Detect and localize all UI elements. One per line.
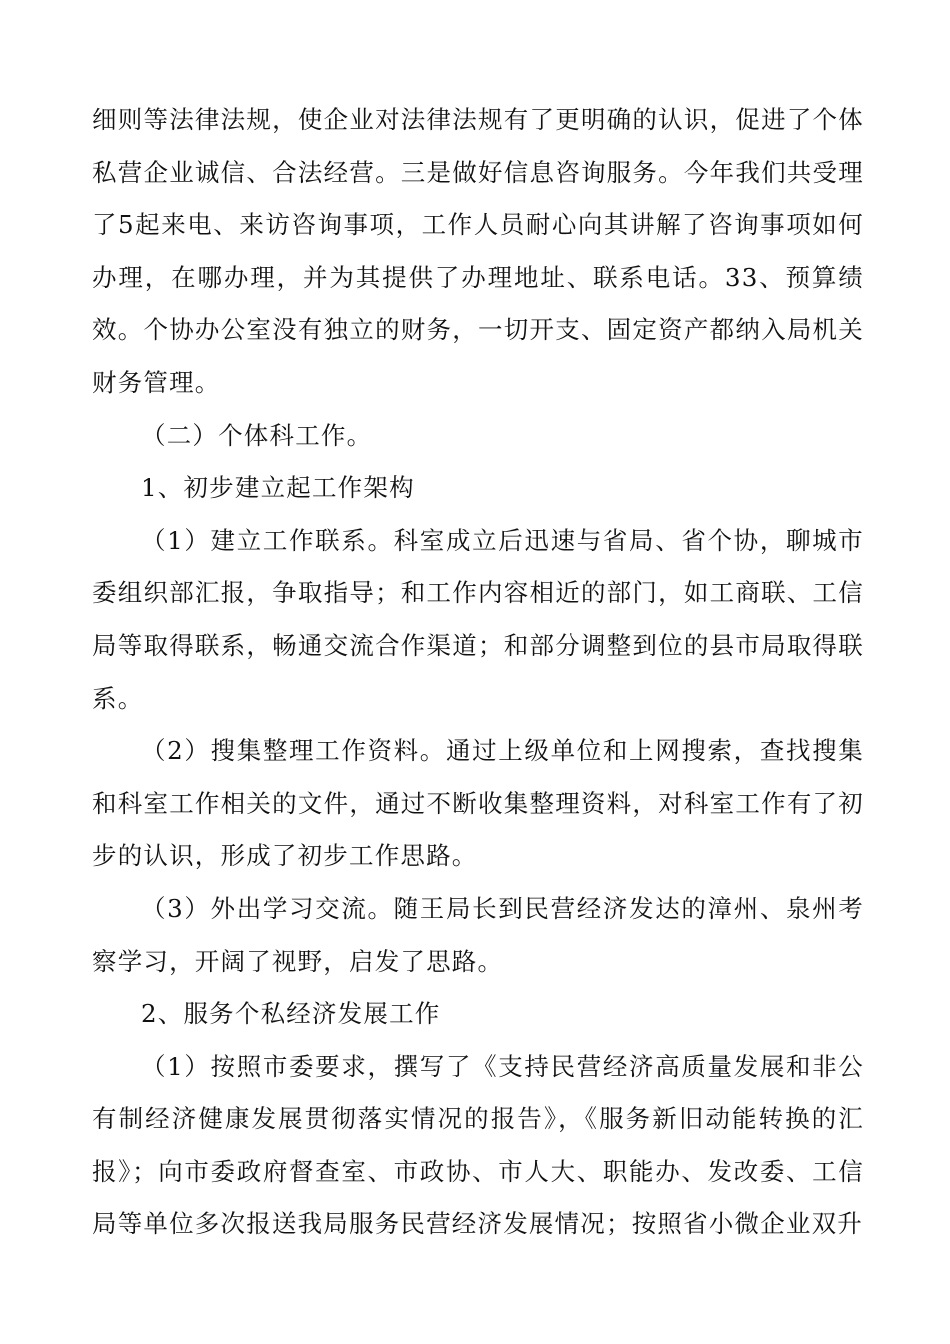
section-heading-individual-dept: （二）个体科工作。	[141, 420, 373, 450]
paragraph-continuation: 细则等法律法规，使企业对法律法规有了更明确的认识，促进了个体私营企业诚信、合法经营。三是做好信息咨询服务。今年我们共受理了5起来电、来访咨询事项，工作人员耐心向其讲解了咨询事项如何办理，在哪办理，并为其提供了办理地址、联系电话。33、预算绩效。个协办公室没有独立的财务，一切开支、固定资产都纳入局机关财务管理。	[92, 105, 864, 397]
paragraph-collect-materials: （2）搜集整理工作资料。通过上级单位和上网搜索，查找搜集和科室工作相关的文件，通过不断收集整理资料，对科室工作有了初步的认识，形成了初步工作思路。	[92, 736, 864, 871]
subheading-work-framework: 1、初步建立起工作架构	[141, 473, 415, 503]
paragraph-reports: （1）按照市委要求，撰写了《支持民营经济高质量发展和非公有制经济健康发展贯彻落实情况的报告》，《服务新旧动能转换的汇报》；向市委政府督查室、市政协、市人大、职能办、发改委、工信局等单位多次报送我局服务民营经济发展情况；按照省小微企业双升	[92, 1051, 864, 1239]
paragraph-work-contacts: （1）建立工作联系。科室成立后迅速与省局、省个协，聊城市委组织部汇报，争取指导；和工作内容相近的部门，如工商联、工信局等取得联系，畅通交流合作渠道；和部分调整到位的县市局取得联系。	[92, 525, 864, 713]
document-body	[92, 94, 864, 1251]
subheading-private-economy-service: 2、服务个私经济发展工作	[141, 999, 441, 1029]
paragraph-study-exchange: （3）外出学习交流。随王局长到民营经济发达的漳州、泉州考察学习，开阔了视野，启发了思路。	[92, 893, 864, 976]
